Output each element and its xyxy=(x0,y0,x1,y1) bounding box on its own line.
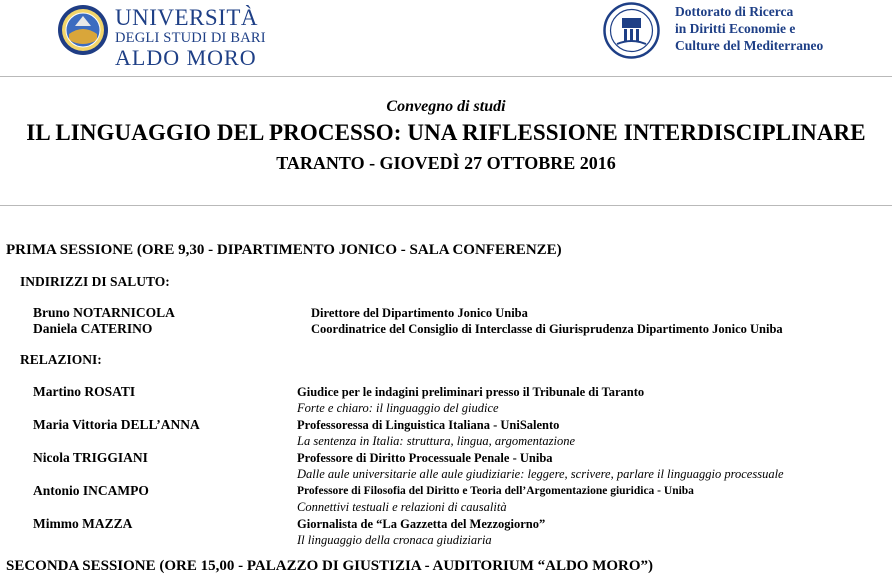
speaker-name: Mimmo MAZZA xyxy=(33,516,133,531)
session2-heading: SECONDA SESSIONE (ORE 15,00 - PALAZZO DI GIUSTIZIA - AUDITORIUM “ALDO MORO”) xyxy=(6,558,654,574)
university-name-line3: ALDO MORO xyxy=(115,44,257,70)
speaker-name: Martino ROSATI xyxy=(33,384,136,399)
greetings-heading: INDIRIZZI DI SALUTO: xyxy=(20,274,170,289)
doctorate-name xyxy=(675,3,823,54)
header-divider xyxy=(0,76,892,77)
speaker-role: Giudice per le indagini preliminari presso il Tribunale di Taranto xyxy=(297,385,645,399)
talk-topic: Connettivi testuali e relazioni di causalità xyxy=(297,500,507,514)
university-seal xyxy=(57,4,109,56)
speaker-role: Giornalista de “La Gazzetta del Mezzogiorno” xyxy=(297,517,546,531)
speaker-role: Professore di Diritto Processuale Penale - Uniba xyxy=(297,451,553,465)
speaker-name: Maria Vittoria DELL’ANNA xyxy=(33,417,200,432)
university-name xyxy=(115,6,266,69)
doctorate-name-line2: in Diritti Economie e xyxy=(675,21,796,36)
session1-heading: PRIMA SESSIONE (ORE 9,30 - DIPARTIMENTO JONICO - SALA CONFERENZE) xyxy=(6,242,562,258)
university-name-line1: UNIVERSITÀ xyxy=(115,5,258,30)
doctorate-seal xyxy=(603,2,660,59)
speaker-name: Antonio INCAMPO xyxy=(33,483,149,498)
greeting-role: Direttore del Dipartimento Jonico Uniba xyxy=(311,306,528,320)
university-name-line2: DEGLI STUDI DI BARI xyxy=(115,30,266,46)
event-title: IL LINGUAGGIO DEL PROCESSO: UNA RIFLESSIONE INTERDISCIPLINARE xyxy=(26,120,866,145)
talk-topic: Dalle aule universitarie alle aule giudiziarie: leggere, scrivere, parlare il linguaggio processuale xyxy=(297,467,784,481)
greeting-name: Bruno NOTARNICOLA xyxy=(33,305,175,320)
speaker-name: Nicola TRIGGIANI xyxy=(33,450,148,465)
talks-heading: RELAZIONI: xyxy=(20,352,102,367)
doctorate-name-line3: Culture del Mediterraneo xyxy=(675,38,824,53)
talk-topic: Il linguaggio della cronaca giudiziaria xyxy=(297,533,492,547)
event-kind: Convegno di studi xyxy=(386,98,506,115)
speaker-role: Professoressa di Linguistica Italiana - UniSalento xyxy=(297,418,560,432)
talk-topic: Forte e chiaro: il linguaggio del giudice xyxy=(297,401,499,415)
title-divider xyxy=(0,205,892,206)
doctorate-name-line1: Dottorato di Ricerca xyxy=(675,4,794,19)
greeting-name: Daniela CATERINO xyxy=(33,321,153,336)
talk-topic: La sentenza in Italia: struttura, lingua, argomentazione xyxy=(297,434,576,448)
speaker-role: Professore di Filosofia del Diritto e Teoria dell’Argomentazione giuridica - Uniba xyxy=(297,485,694,497)
event-date: TARANTO - GIOVEDÌ 27 OTTOBRE 2016 xyxy=(276,153,616,173)
greeting-role: Coordinatrice del Consiglio di Interclasse di Giurisprudenza Dipartimento Jonico Uniba xyxy=(311,322,783,336)
